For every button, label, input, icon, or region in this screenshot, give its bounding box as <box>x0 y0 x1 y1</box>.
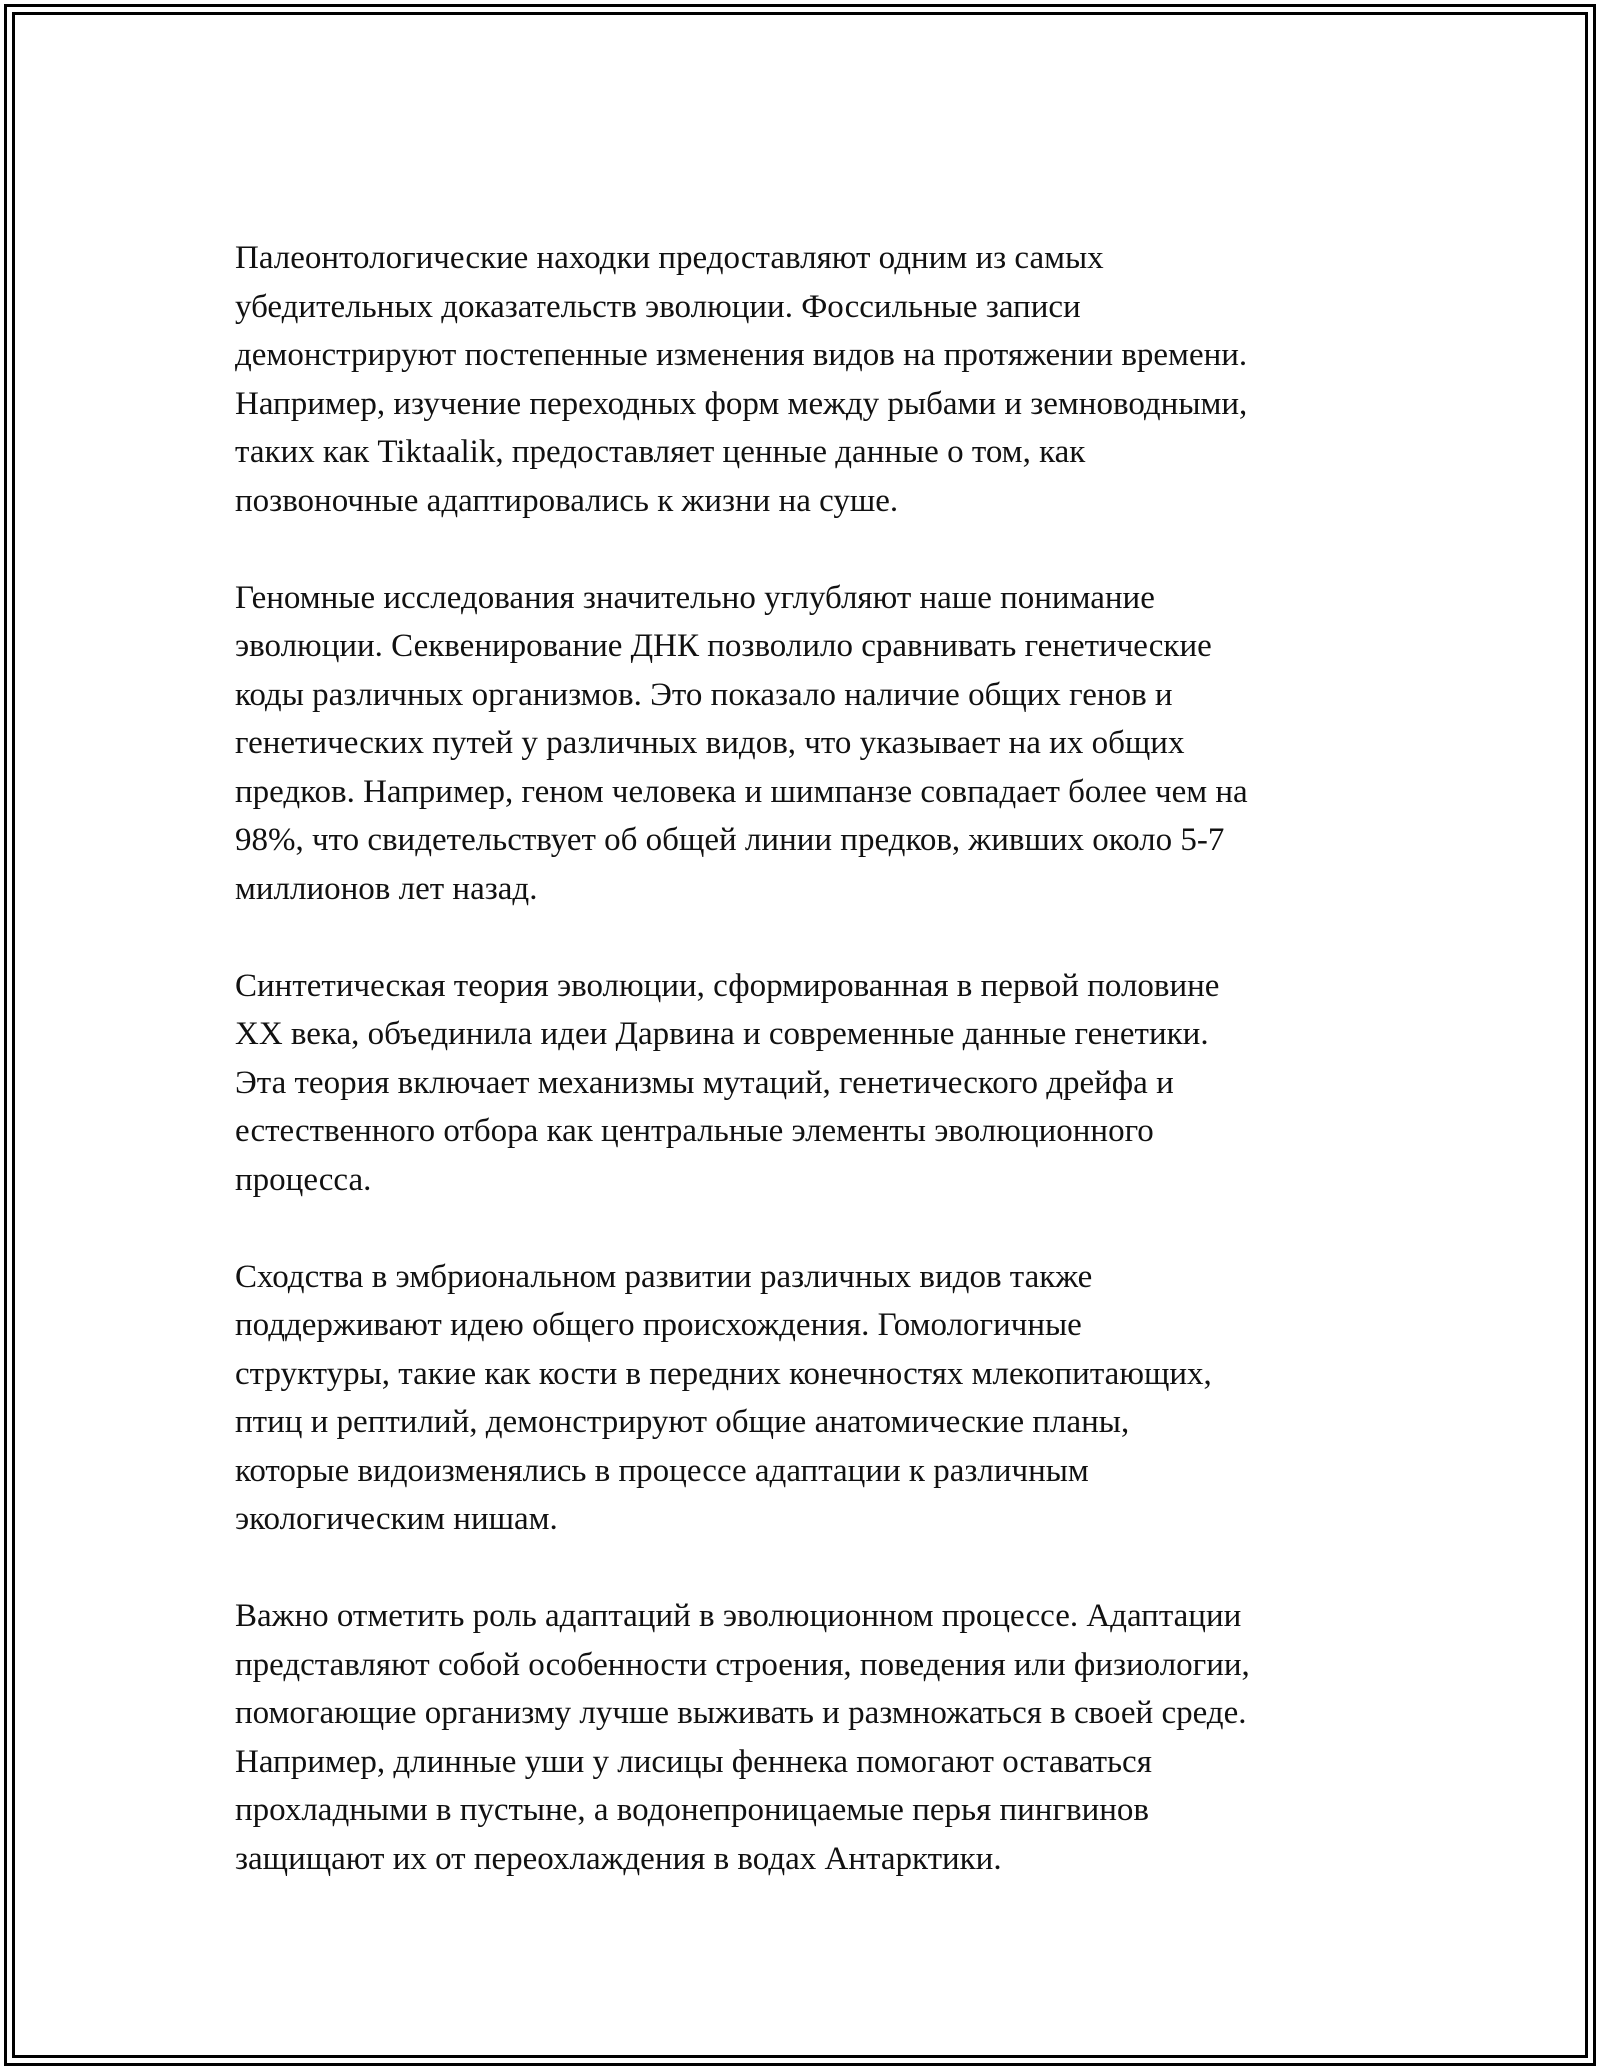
paragraph-paleontology: Палеонтологические находки предоставляют одним из самых убедительных доказательств эволюции. Фоссильные записи демонстрируют постепенные изменения видов на протяжении времени. Например, изучение переходных форм между рыбами и земноводными, таких как Tiktaalik, предоставляет ценные данные о том, как позвоночные адаптировались к жизни на суше. <box>235 240 1248 519</box>
paragraph-embryology: Сходства в эмбриональном развитии различных видов также поддерживают идею общего происхождения. Гомологичные структуры, такие как кости в передних конечностях млекопитающих, птиц и рептилий, демонстрируют общие анатомические планы, которые видоизменялись в процессе адаптации к различным экологическим нишам. <box>235 1258 1212 1537</box>
paragraph-adaptations: Важно отметить роль адаптаций в эволюционном процессе. Адаптации представляют собой особенности строения, поведения или физиологии, помогающие организму лучше выживать и размножаться в своей среде. Например, длинные уши у лисицы феннека помогают оставаться прохладными в пустыне, а водонепроницаемые перья пингвинов защищают их от переохлаждения в водах Антарктики. <box>235 1598 1250 1877</box>
paragraph-synthetic-theory: Синтетическая теория эволюции, сформированная в первой половине XX века, объединила идеи Дарвина и современные данные генетики. Эта теория включает механизмы мутаций, генетического дрейфа и естественного отбора как центральные элементы эволюционного процесса. <box>235 967 1220 1198</box>
document-body <box>235 234 1395 1932</box>
paragraph-genomics: Геномные исследования значительно углубляют наше понимание эволюции. Секвенирование ДНК позволило сравнивать генетические коды различных организмов. Это показало наличие общих генов и генетических путей у различных видов, что указывает на их общих предков. Например, геном человека и шимпанзе совпадает более чем на 98%, что свидетельствует об общей линии предков, живших около 5-7 миллионов лет назад. <box>235 579 1248 907</box>
